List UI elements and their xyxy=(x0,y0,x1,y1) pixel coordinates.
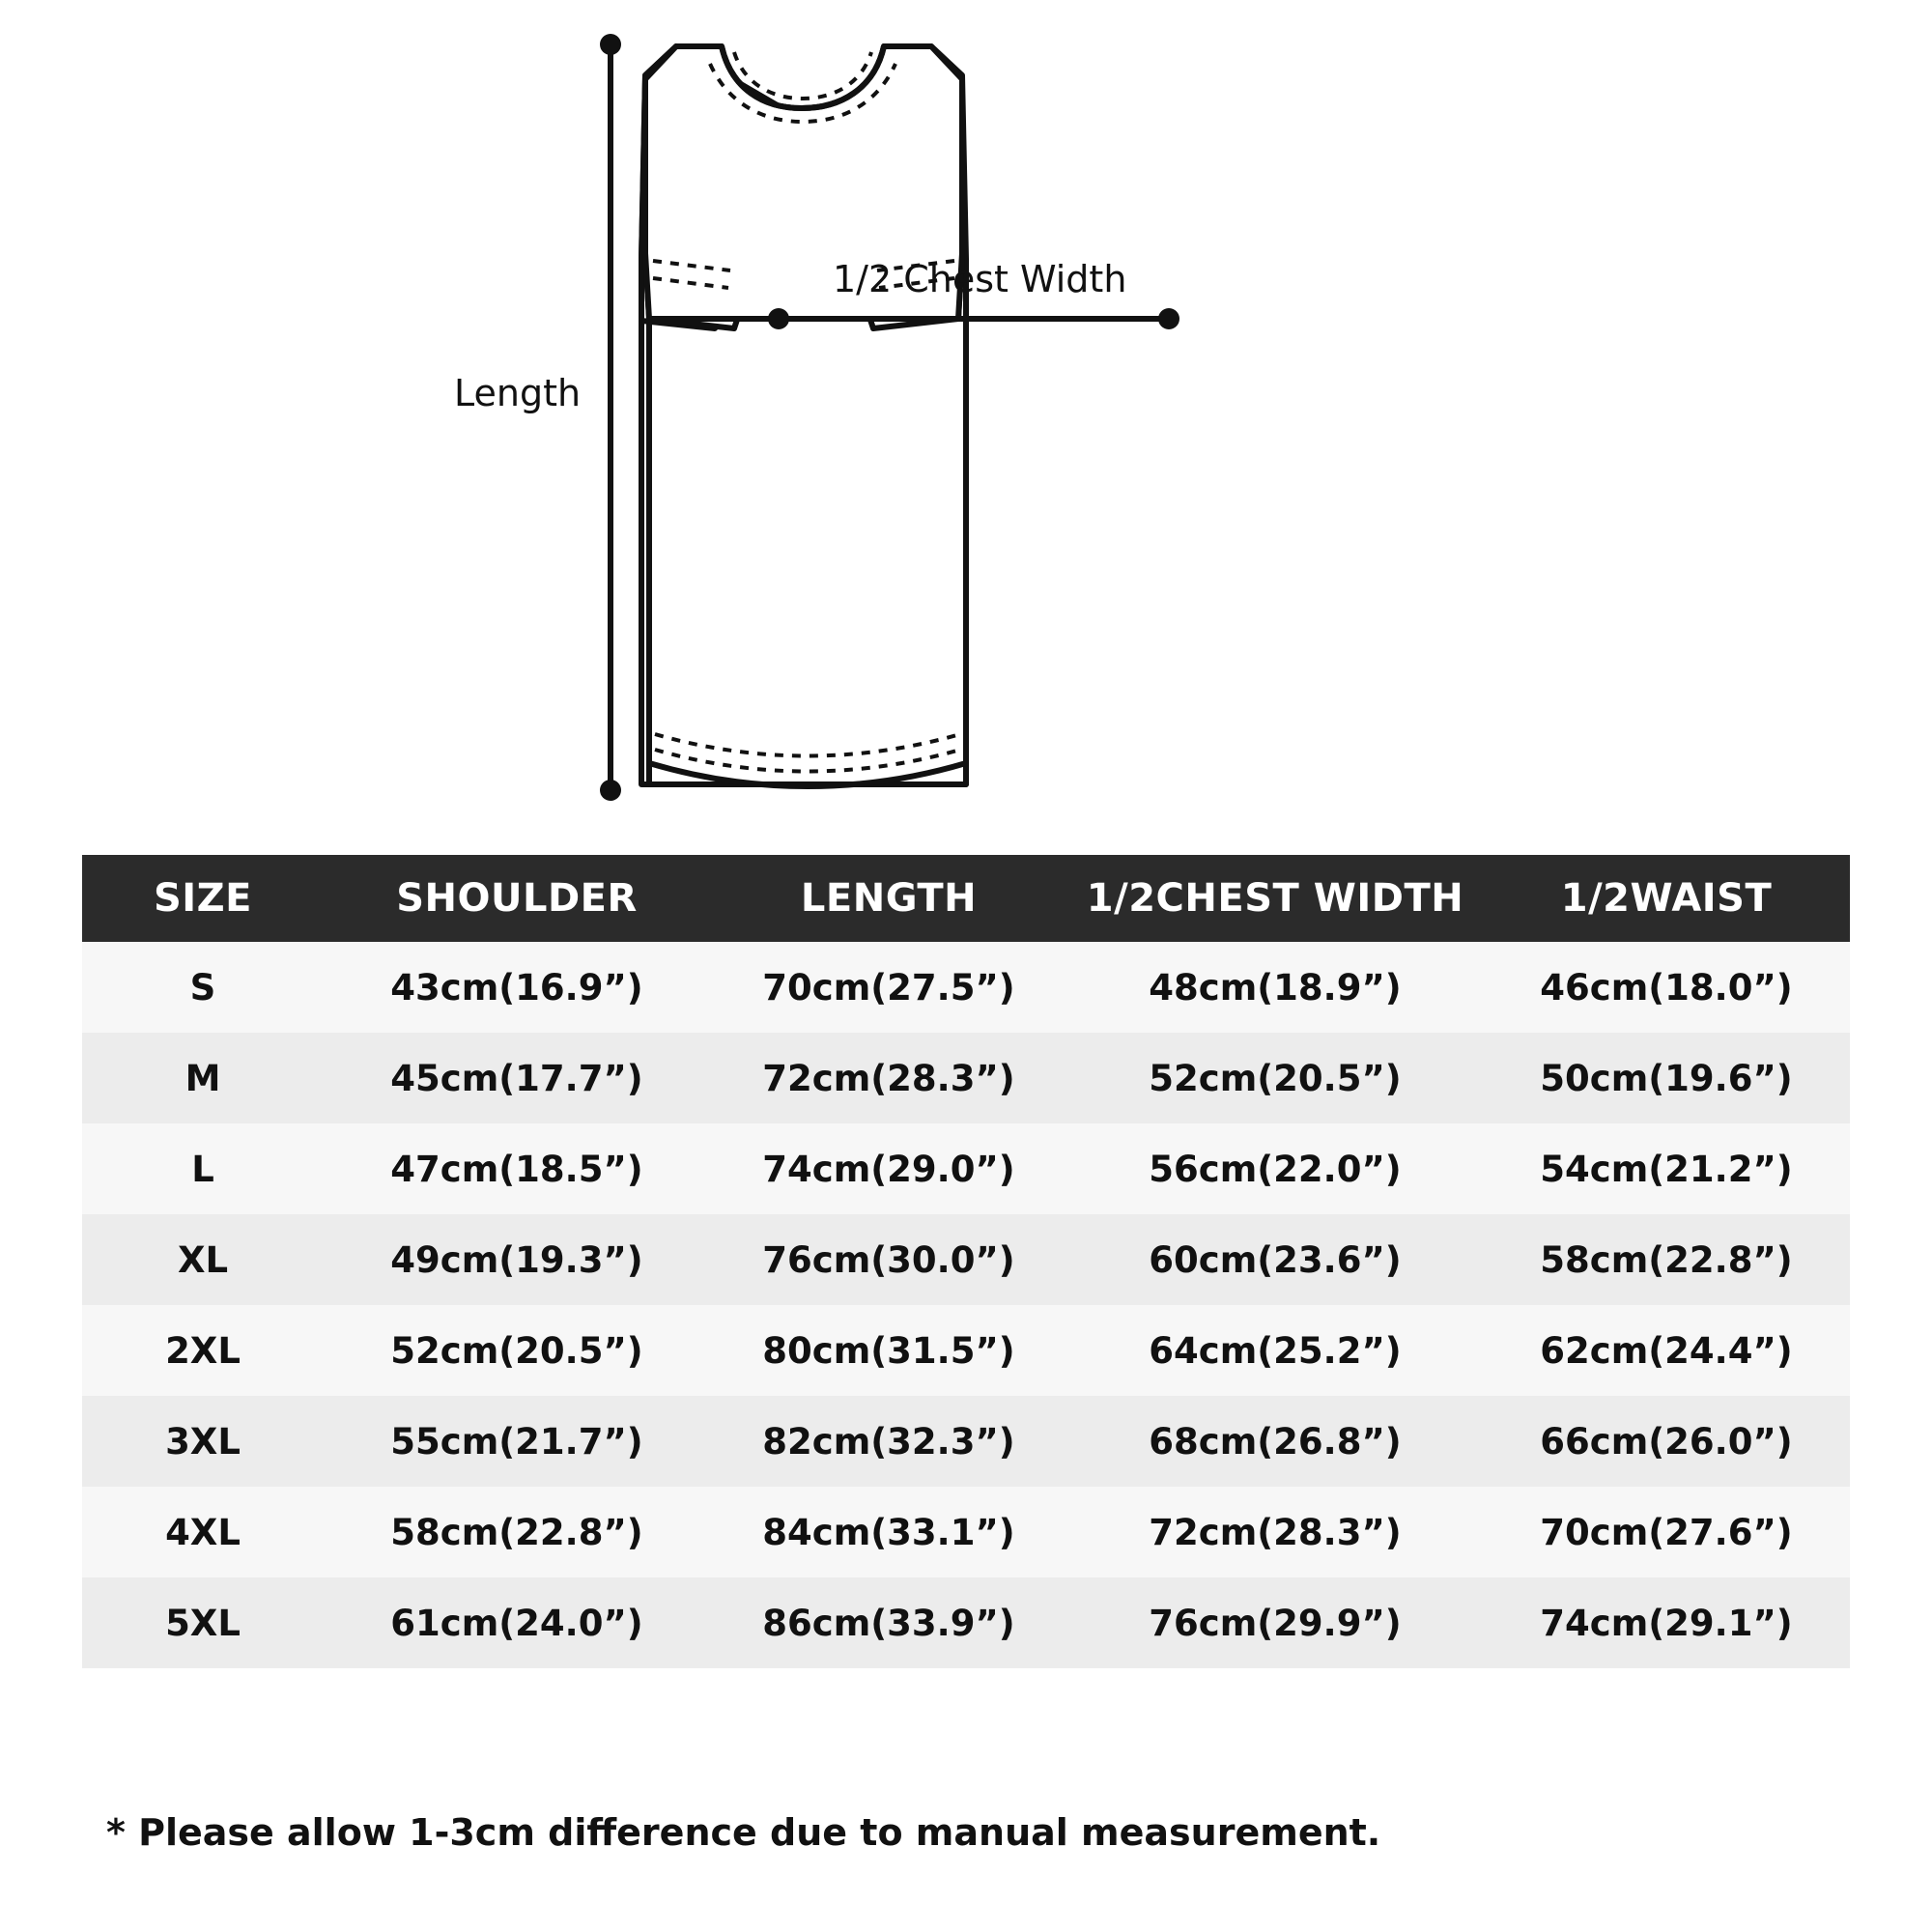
length-label: Length xyxy=(454,372,582,414)
cell-waist: 74cm(29.1”) xyxy=(1483,1577,1850,1668)
col-header-waist: 1/2WAIST xyxy=(1483,855,1850,942)
cell-waist: 70cm(27.6”) xyxy=(1483,1487,1850,1577)
cell-chest: 76cm(29.9”) xyxy=(1067,1577,1483,1668)
cell-chest: 64cm(25.2”) xyxy=(1067,1305,1483,1396)
table-row xyxy=(82,942,1850,1033)
cell-length: 80cm(31.5”) xyxy=(710,1305,1067,1396)
cell-chest: 60cm(23.6”) xyxy=(1067,1214,1483,1305)
cell-shoulder: 58cm(22.8”) xyxy=(324,1487,710,1577)
cell-size: 3XL xyxy=(82,1396,324,1487)
cell-chest: 68cm(26.8”) xyxy=(1067,1396,1483,1487)
table-header-row xyxy=(82,855,1850,942)
col-header-shoulder: SHOULDER xyxy=(324,855,710,942)
cell-shoulder: 49cm(19.3”) xyxy=(324,1214,710,1305)
cell-size: L xyxy=(82,1123,324,1214)
size-chart-table-wrapper xyxy=(82,855,1850,1668)
cell-waist: 66cm(26.0”) xyxy=(1483,1396,1850,1487)
length-measure-arrow xyxy=(600,34,621,801)
cell-waist: 54cm(21.2”) xyxy=(1483,1123,1850,1214)
cell-size: 2XL xyxy=(82,1305,324,1396)
col-header-length: LENGTH xyxy=(710,855,1067,942)
table-row xyxy=(82,1123,1850,1214)
cell-chest: 48cm(18.9”) xyxy=(1067,942,1483,1033)
cell-length: 70cm(27.5”) xyxy=(710,942,1067,1033)
cell-chest: 72cm(28.3”) xyxy=(1067,1487,1483,1577)
chest-width-label: 1/2 Chest Width xyxy=(833,258,1127,300)
cell-shoulder: 52cm(20.5”) xyxy=(324,1305,710,1396)
col-header-chest: 1/2CHEST WIDTH xyxy=(1067,855,1483,942)
table-row xyxy=(82,1487,1850,1577)
cell-waist: 46cm(18.0”) xyxy=(1483,942,1850,1033)
size-diagram xyxy=(0,0,1932,840)
cell-size: M xyxy=(82,1033,324,1123)
tshirt-illustration xyxy=(0,0,1932,840)
size-chart-table xyxy=(82,855,1850,1668)
cell-size: XL xyxy=(82,1214,324,1305)
cell-chest: 52cm(20.5”) xyxy=(1067,1033,1483,1123)
table-row xyxy=(82,1305,1850,1396)
cell-size: S xyxy=(82,942,324,1033)
table-row xyxy=(82,1396,1850,1487)
cell-shoulder: 45cm(17.7”) xyxy=(324,1033,710,1123)
table-row xyxy=(82,1214,1850,1305)
col-header-size: SIZE xyxy=(82,855,324,942)
cell-length: 86cm(33.9”) xyxy=(710,1577,1067,1668)
cell-shoulder: 47cm(18.5”) xyxy=(324,1123,710,1214)
cell-waist: 58cm(22.8”) xyxy=(1483,1214,1850,1305)
cell-length: 72cm(28.3”) xyxy=(710,1033,1067,1123)
cell-length: 76cm(30.0”) xyxy=(710,1214,1067,1305)
cell-length: 84cm(33.1”) xyxy=(710,1487,1067,1577)
cell-chest: 56cm(22.0”) xyxy=(1067,1123,1483,1214)
measurement-footnote: * Please allow 1-3cm difference due to manual measurement. xyxy=(106,1811,1381,1854)
cell-size: 4XL xyxy=(82,1487,324,1577)
cell-length: 82cm(32.3”) xyxy=(710,1396,1067,1487)
table-row xyxy=(82,1033,1850,1123)
cell-size: 5XL xyxy=(82,1577,324,1668)
cell-shoulder: 61cm(24.0”) xyxy=(324,1577,710,1668)
cell-waist: 50cm(19.6”) xyxy=(1483,1033,1850,1123)
cell-waist: 62cm(24.4”) xyxy=(1483,1305,1850,1396)
table-row xyxy=(82,1577,1850,1668)
cell-shoulder: 55cm(21.7”) xyxy=(324,1396,710,1487)
cell-length: 74cm(29.0”) xyxy=(710,1123,1067,1214)
cell-shoulder: 43cm(16.9”) xyxy=(324,942,710,1033)
